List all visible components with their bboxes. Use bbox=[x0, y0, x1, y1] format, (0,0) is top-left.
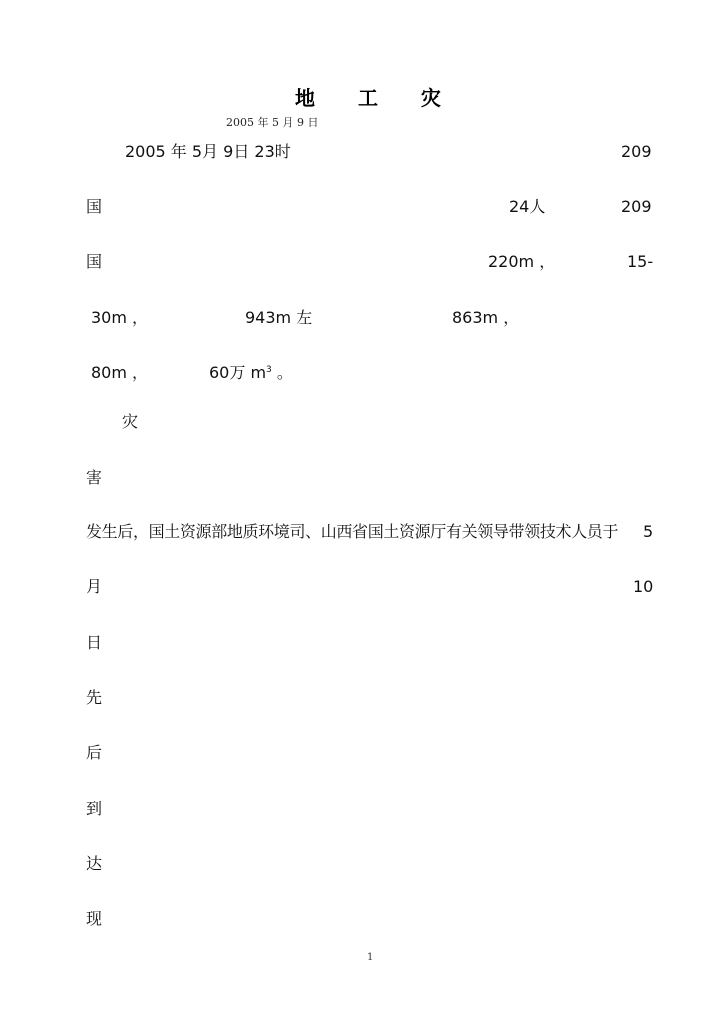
volume-text: 60万 m bbox=[209, 363, 267, 382]
text-line-12: 后 bbox=[86, 743, 103, 762]
text-line-5-a: 80m ， bbox=[91, 363, 149, 382]
text-line-3-right: 15- bbox=[627, 252, 654, 271]
text-line-3-mid: 220m ， bbox=[488, 252, 556, 271]
text-line-2-mid: 24人 bbox=[509, 197, 546, 216]
text-line-13: 到 bbox=[86, 799, 103, 818]
text-line-8-overlap: 5 bbox=[643, 522, 654, 541]
text-line-15: 现 bbox=[86, 909, 103, 928]
text-line-1-left: 2005 年 5月 9日 23时 bbox=[125, 142, 291, 161]
text-line-5-b bbox=[209, 363, 293, 383]
document-date: 2005 年 5 月 9 日 bbox=[226, 116, 319, 129]
text-line-9-right: 10 bbox=[633, 577, 654, 596]
text-line-4-a: 30m ， bbox=[91, 308, 149, 327]
text-line-9-left: 月 bbox=[86, 577, 103, 596]
text-line-8: 发生后，国土资源部地质环境司、山西省国土资源厅有关领导带领技术人员于 bbox=[86, 522, 619, 541]
text-line-10: 日 bbox=[86, 633, 103, 652]
text-line-4-c: 863m ， bbox=[452, 308, 520, 327]
text-line-11: 先 bbox=[86, 688, 103, 707]
period: 。 bbox=[271, 363, 293, 382]
text-line-6: 灾 bbox=[122, 412, 139, 431]
superscript-3: 3 bbox=[266, 365, 272, 375]
text-line-4-b: 943m 左 bbox=[245, 308, 313, 327]
text-line-14: 达 bbox=[86, 854, 103, 873]
text-line-7: 害 bbox=[86, 468, 103, 487]
text-line-1-right: 209 bbox=[621, 142, 652, 161]
page-number: 1 bbox=[367, 952, 374, 963]
text-line-2-left: 国 bbox=[86, 197, 103, 216]
document-title: 地 工 灾 bbox=[295, 86, 459, 110]
text-line-2-right: 209 bbox=[621, 197, 652, 216]
text-line-3-left: 国 bbox=[86, 252, 103, 271]
